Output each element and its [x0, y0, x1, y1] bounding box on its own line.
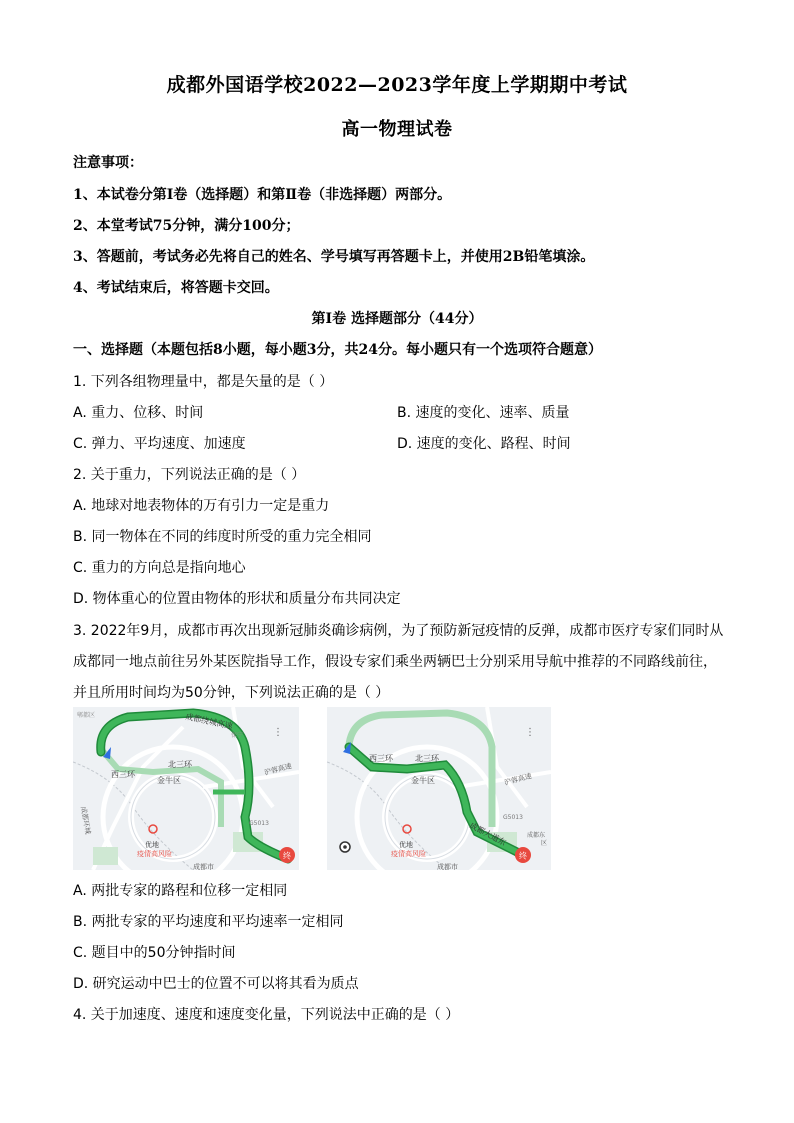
- poi-name: 优地: [145, 841, 159, 849]
- route-map-left-svg: [73, 707, 299, 870]
- question-3-stem-line-2: 成都同一地点前往另外某医院指导工作，假设专家们乘坐两辆巴士分别采用导航中推荐的不同路线前往，: [73, 654, 717, 670]
- question-2-option-b: B. 同一物体在不同的纬度时所受的重力完全相同: [73, 529, 372, 545]
- area-label: 区: [541, 840, 548, 847]
- locate-me-dot: [343, 845, 347, 849]
- question-2-option-c: C. 重力的方向总是指向地心: [73, 560, 246, 576]
- question-2-option-d: D. 物体重心的位置由物体的形状和质量分布共同决定: [73, 591, 401, 607]
- question-3-option-b: B. 两批专家的平均速度和平均速率一定相同: [73, 914, 344, 930]
- road-label-hurong-expressway: 沪蓉高速: [263, 761, 293, 777]
- section-title: 第Ⅰ卷 选择题部分（44分）: [311, 311, 483, 327]
- more-menu-icon: ⋮: [273, 727, 283, 738]
- road-label-north-third-ring: 北三环: [415, 754, 439, 763]
- exam-subtitle: 高一物理试卷: [341, 119, 453, 140]
- road-label-north-third-ring: 北三环: [168, 760, 192, 769]
- area-label: 成都东: [527, 832, 546, 839]
- question-3-option-d: D. 研究运动中巴士的位置不可以将其看为质点: [73, 976, 359, 992]
- question-3-stem-line-1: 3. 2022年9月，成都市再次出现新冠肺炎确诊病例，为了预防新冠疫情的反弹，成都市医疗专家们同时从: [73, 623, 724, 639]
- question-1-option-c: C. 弹力、平均速度、加速度: [73, 436, 246, 452]
- road-label-hurong-expressway: 沪蓉高速: [503, 771, 533, 787]
- poi-name: 优地: [399, 841, 413, 849]
- notes-heading: 注意事项：: [73, 155, 143, 171]
- route-map-right-svg: [327, 707, 551, 870]
- area-label: 保宁: [231, 732, 244, 739]
- question-3-option-a: A. 两批专家的路程和位移一定相同: [73, 883, 288, 899]
- area-label: 郫都区: [77, 712, 96, 719]
- district-label: 金牛区: [411, 776, 435, 785]
- question-2-option-a: A. 地球对地表物体的万有引力一定是重力: [73, 498, 330, 514]
- road-label-chengdu-avenue-east: 成都大道东: [468, 820, 508, 848]
- city-label: 成都市: [437, 863, 458, 870]
- note-item-3: 3、答题前，考试务必先将自己的姓名、学号填写再答题卡上，并使用2B铅笔填涂。: [73, 249, 595, 265]
- road-label-ring-expressway: 成都绕城高速: [184, 712, 234, 731]
- district-label: 金牛区: [157, 776, 181, 785]
- poi-tag: 疫情高风险: [137, 850, 172, 858]
- road-label-ring: 成都环城: [79, 805, 92, 835]
- question-1-option-b: B. 速度的变化、速率、质量: [397, 405, 570, 421]
- end-marker-label: 终: [283, 851, 291, 861]
- city-label: 成都市: [193, 863, 214, 870]
- route-map-left: [73, 707, 299, 870]
- question-4-stem: 4. 关于加速度、速度和速度变化量，下列说法中正确的是（ ）: [73, 1007, 460, 1023]
- exam-title: 成都外国语学校2022—2023学年度上学期期中考试: [166, 74, 628, 96]
- question-1-option-a: A. 重力、位移、时间: [73, 405, 204, 421]
- part-title: 一、选择题（本题包括8小题，每小题3分，共24分。每小题只有一个选项符合题意）: [73, 342, 602, 358]
- note-item-1: 1、本试卷分第Ⅰ卷（选择题）和第Ⅱ卷（非选择题）两部分。: [73, 187, 452, 203]
- road-label-g5013: G5013: [503, 814, 523, 821]
- note-item-2: 2、本堂考试75分钟，满分100分；: [73, 218, 300, 234]
- park-area: [93, 847, 118, 865]
- question-3-stem-line-3: 并且所用时间均为50分钟，下列说法正确的是（ ）: [73, 685, 390, 701]
- question-3-option-c: C. 题目中的50分钟指时间: [73, 945, 236, 961]
- road-label-west-third-ring: 西三环: [111, 770, 135, 779]
- note-item-4: 4、考试结束后，将答题卡交回。: [73, 280, 279, 296]
- poi-tag: 疫情高风险: [391, 850, 426, 858]
- road-label-g5013: G5013: [249, 820, 269, 827]
- question-1-stem: 1. 下列各组物理量中，都是矢量的是（ ）: [73, 374, 334, 390]
- road-label-west-third-ring: 西三环: [369, 754, 393, 763]
- question-1-option-d: D. 速度的变化、路程、时间: [397, 436, 571, 452]
- route-map-right: [327, 707, 551, 870]
- question-2-stem: 2. 关于重力，下列说法正确的是（ ）: [73, 467, 306, 483]
- end-marker-label: 终: [519, 851, 527, 861]
- more-menu-icon: ⋮: [525, 727, 535, 738]
